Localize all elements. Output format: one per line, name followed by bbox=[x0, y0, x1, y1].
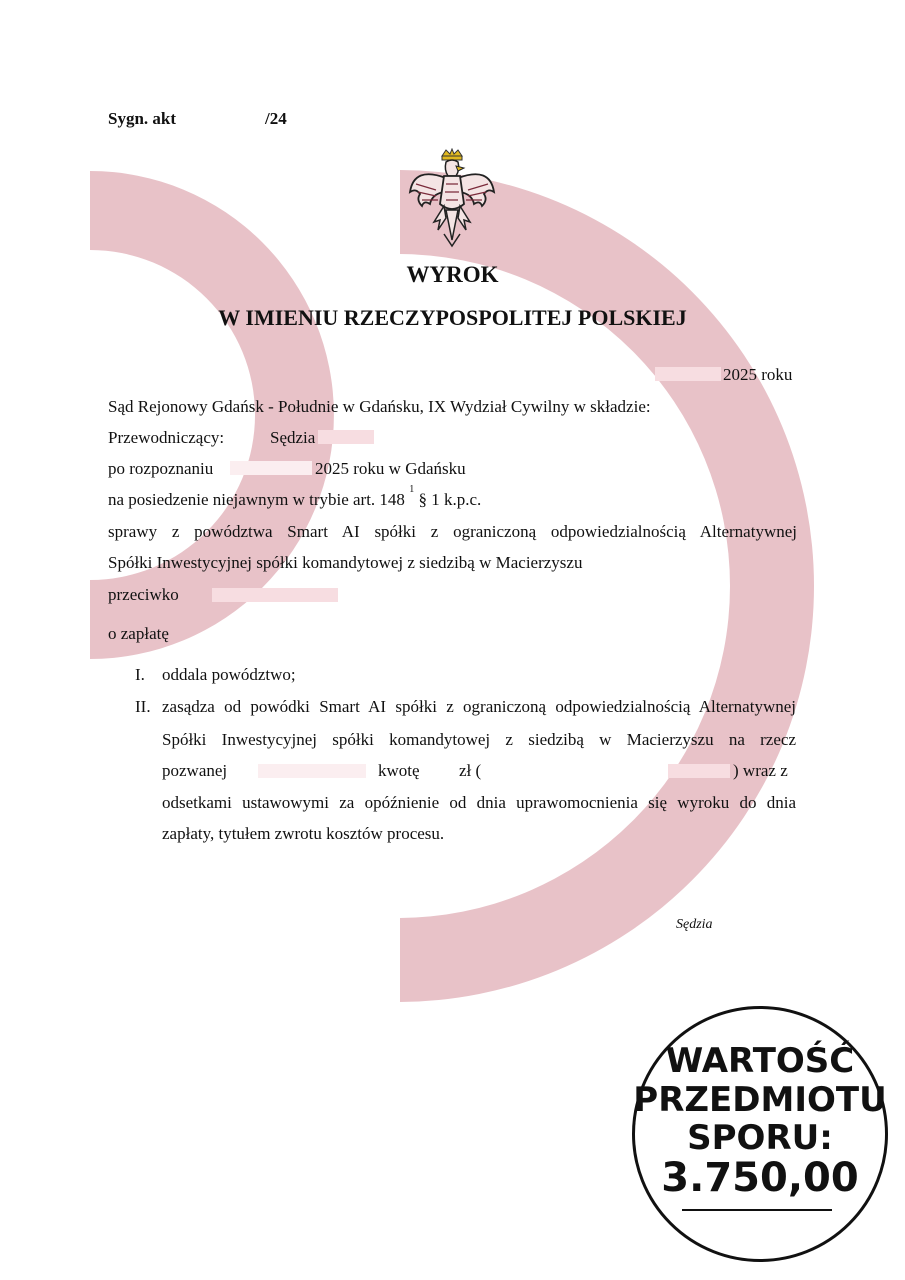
case-ref-suffix: /24 bbox=[265, 109, 287, 128]
item-text: oddala powództwo; bbox=[162, 665, 296, 684]
court-line: Sąd Rejonowy Gdańsk - Południe w Gdańsku, IX Wydział Cywilny w składzie: bbox=[108, 397, 651, 416]
signature-label: Sędzia bbox=[676, 917, 713, 932]
case-ref-label: Sygn. akt bbox=[108, 109, 177, 128]
subject-line: o zapłatę bbox=[108, 624, 169, 643]
document-title: WYROK bbox=[406, 262, 499, 287]
examination-date: 2025 roku w Gdańsku bbox=[315, 459, 466, 478]
item-number: II. bbox=[135, 697, 151, 716]
dispute-value-stamp bbox=[632, 1006, 888, 1262]
redaction-mark bbox=[258, 764, 366, 778]
item-text-line: odsetkami ustawowymi za opóźnienie od dnia uprawomocnienia się wyroku do dnia bbox=[162, 793, 796, 812]
redaction-mark bbox=[230, 461, 312, 475]
stamp-value: 3.750,00 bbox=[661, 1155, 859, 1201]
redaction-mark bbox=[212, 588, 338, 602]
stamp-underline bbox=[682, 1209, 832, 1211]
presiding-judge: Sędzia bbox=[270, 428, 316, 447]
item-text-line: zasądza od powódki Smart AI spółki z ograniczoną odpowiedzialnością Alternatywnej bbox=[162, 697, 796, 716]
item-text-fragment: ) wraz z bbox=[733, 761, 788, 780]
document-subtitle: W IMIENIU RZECZYPOSPOLITEJ POLSKIEJ bbox=[218, 305, 687, 330]
examination-label: po rozpoznaniu bbox=[108, 459, 214, 478]
redaction-mark bbox=[318, 430, 374, 444]
item-text-fragment: pozwanej bbox=[162, 761, 228, 780]
item-text-line: Spółki Inwestycyjnej spółki komandytowej z siedzibą w Macierzyszu na rzecz bbox=[162, 730, 796, 749]
stamp-line-2: PRZEDMIOTU bbox=[633, 1080, 887, 1120]
item-text-line: zapłaty, tytułem zwrotu kosztów procesu. bbox=[162, 824, 445, 843]
stamp-line-3: SPORU: bbox=[687, 1118, 833, 1158]
against-label: przeciwko bbox=[108, 585, 179, 604]
stamp-line-1: WARTOŚĆ bbox=[665, 1041, 855, 1081]
item-text-fragment: kwotę bbox=[378, 761, 420, 780]
case-line-2: Spółki Inwestycyjnej spółki komandytowej z siedzibą w Macierzyszu bbox=[108, 553, 583, 572]
judgment-date: 2025 roku bbox=[723, 365, 793, 384]
redaction-mark bbox=[655, 367, 721, 381]
polish-eagle-icon bbox=[406, 148, 498, 248]
redaction-mark bbox=[668, 764, 730, 778]
session-line: na posiedzenie niejawnym w trybie art. 148 $^1$ § 1 k.p.c. bbox=[108, 484, 482, 509]
case-line-1: sprawy z powództwa Smart AI spółki z ograniczoną odpowiedzialnością Alternatywnej bbox=[108, 522, 797, 541]
item-text-fragment: zł ( bbox=[459, 761, 482, 780]
item-number: I. bbox=[135, 665, 145, 684]
presiding-label: Przewodniczący: bbox=[108, 428, 225, 447]
